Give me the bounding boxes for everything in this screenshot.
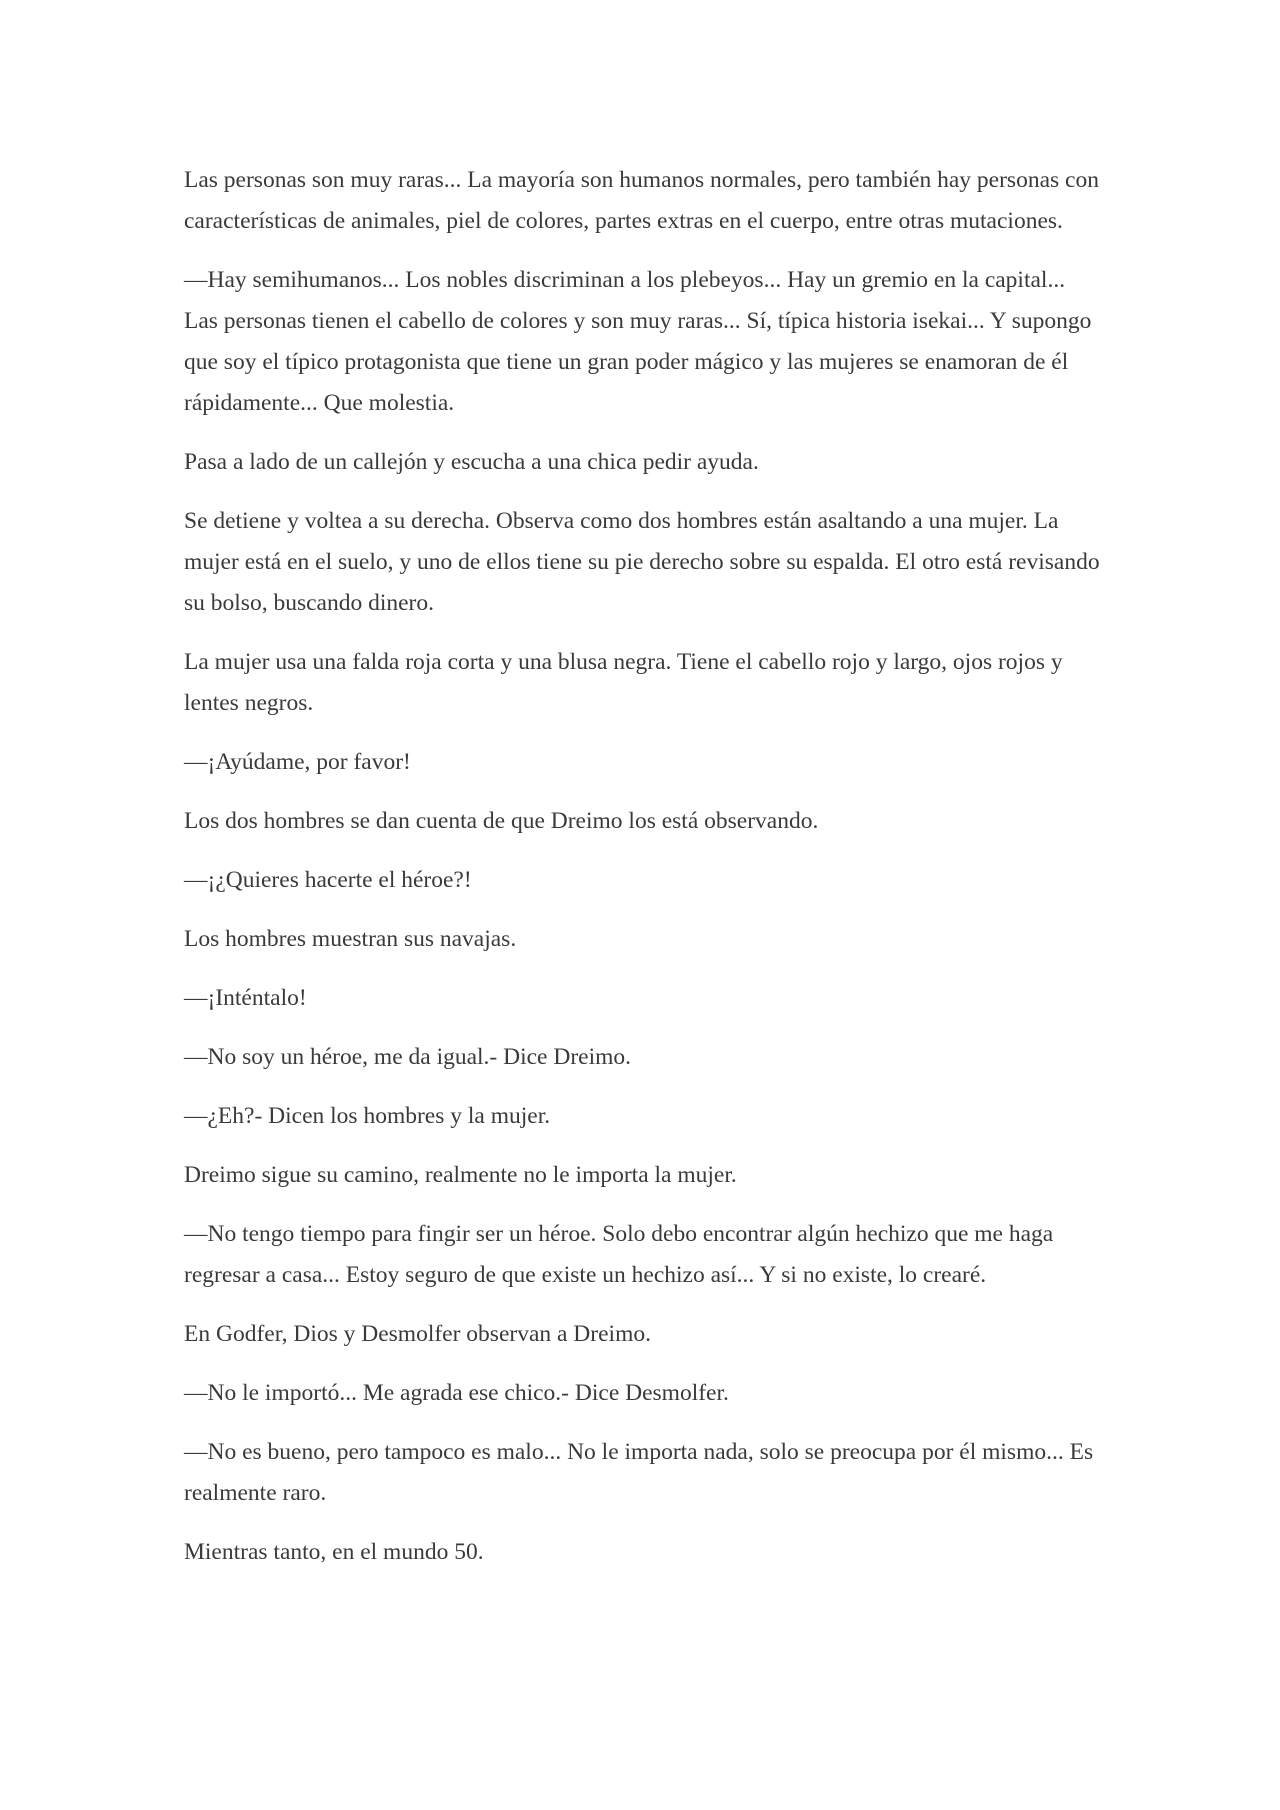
paragraph: —¡Inténtalo! [184, 985, 307, 1011]
paragraph: Se detiene y voltea a su derecha. Observa como dos hombres están asaltando a una mujer. La mujer está en el suelo, y uno de ellos tiene su pie derecho sobre su espalda. El otro está revisando su bolso, buscando dinero. [184, 508, 1100, 616]
document-body [184, 160, 1104, 1591]
paragraph: La mujer usa una falda roja corta y una blusa negra. Tiene el cabello rojo y largo, ojos rojos y lentes negros. [184, 649, 1063, 716]
paragraph: Pasa a lado de un callejón y escucha a una chica pedir ayuda. [184, 449, 759, 475]
paragraph: —No soy un héroe, me da igual.- Dice Dreimo. [184, 1044, 632, 1070]
paragraph: Las personas son muy raras... La mayoría son humanos normales, pero también hay personas con características de animales, piel de colores, partes extras en el cuerpo, entre otras mutaciones. [184, 167, 1099, 234]
paragraph: —No le importó... Me agrada ese chico.- Dice Desmolfer. [184, 1380, 729, 1406]
paragraph: En Godfer, Dios y Desmolfer observan a Dreimo. [184, 1321, 651, 1347]
paragraph: —¡Ayúdame, por favor! [184, 749, 411, 775]
paragraph: —No tengo tiempo para fingir ser un héroe. Solo debo encontrar algún hechizo que me haga regresar a casa... Estoy seguro de que existe un hechizo así... Y si no existe, lo crearé. [184, 1221, 1054, 1288]
paragraph: Mientras tanto, en el mundo 50. [184, 1539, 484, 1565]
paragraph: Dreimo sigue su camino, realmente no le importa la mujer. [184, 1162, 737, 1188]
paragraph: Los dos hombres se dan cuenta de que Dreimo los está observando. [184, 808, 819, 834]
paragraph: —Hay semihumanos... Los nobles discriminan a los plebeyos... Hay un gremio en la capital... Las personas tienen el cabello de colores y son muy raras... Sí, típica historia isekai... Y supongo que soy el típico protagonista que tiene un gran poder mágico y las mujeres se enamoran de él rápidamente... Que molestia. [184, 267, 1092, 416]
paragraph: Los hombres muestran sus navajas. [184, 926, 517, 952]
paragraph: —¡¿Quieres hacerte el héroe?! [184, 867, 472, 893]
paragraph: —¿Eh?- Dicen los hombres y la mujer. [184, 1103, 551, 1129]
paragraph: —No es bueno, pero tampoco es malo... No le importa nada, solo se preocupa por él mismo... Es realmente raro. [184, 1439, 1094, 1506]
